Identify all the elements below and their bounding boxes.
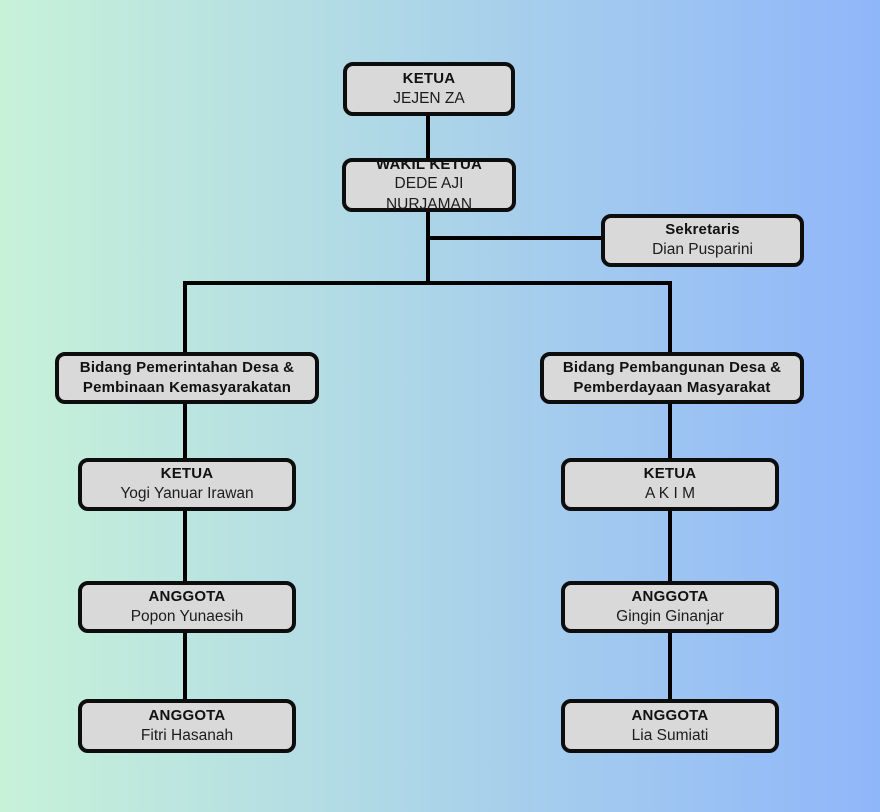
node-pemerintahan-anggota-1-title: ANGGOTA <box>148 587 226 605</box>
node-wakil-ketua-title: WAKIL KETUA <box>375 155 483 173</box>
node-sekretaris-name: Dian Pusparini <box>652 241 753 259</box>
connector-branch-split <box>183 281 672 285</box>
connector-left-ketua-anggota1 <box>183 507 187 585</box>
connector-sekretaris <box>428 236 603 240</box>
node-pembangunan-anggota-1-name: Gingin Ginanjar <box>616 607 724 625</box>
connector-left-anggota1-anggota2 <box>183 629 187 703</box>
node-ketua <box>343 62 515 116</box>
node-pembangunan-ketua <box>561 458 779 511</box>
node-bidang-pembangunan-line2: Pemberdayaan Masyarakat <box>573 379 771 396</box>
node-pemerintahan-ketua-name: Yogi Yanuar Irawan <box>120 485 254 503</box>
node-pemerintahan-anggota-1 <box>78 581 296 633</box>
node-pembangunan-anggota-1 <box>561 581 779 633</box>
node-pembangunan-anggota-1-title: ANGGOTA <box>631 587 709 605</box>
node-pemerintahan-anggota-2 <box>78 699 296 753</box>
node-pembangunan-anggota-2 <box>561 699 779 753</box>
connector-right-bidang-ketua <box>668 400 672 462</box>
node-bidang-pemerintahan-line1: Bidang Pemerintahan Desa & <box>79 359 295 377</box>
node-pembangunan-anggota-2-title: ANGGOTA <box>631 706 709 724</box>
connector-left-drop <box>183 283 187 356</box>
node-wakil-ketua <box>342 155 516 213</box>
node-bidang-pembangunan-line1: Bidang Pembangunan Desa & <box>562 359 782 377</box>
node-pemerintahan-ketua-title: KETUA <box>160 465 214 483</box>
node-sekretaris-title: Sekretaris <box>665 221 740 239</box>
connector-left-bidang-ketua <box>183 400 187 462</box>
connector-right-anggota1-anggota2 <box>668 629 672 703</box>
node-ketua-name: JEJEN ZA <box>393 89 465 107</box>
connector-wakil-split <box>426 208 430 285</box>
connector-right-drop <box>668 283 672 356</box>
node-pembangunan-ketua-name: A K I M <box>645 485 695 503</box>
node-bidang-pemerintahan-line2: Pembinaan Kemasyarakatan <box>82 379 292 396</box>
node-ketua-title: KETUA <box>402 69 456 87</box>
node-pemerintahan-anggota-2-title: ANGGOTA <box>148 706 226 724</box>
node-sekretaris <box>601 214 804 267</box>
node-pembangunan-ketua-title: KETUA <box>643 465 697 483</box>
node-bidang-pembangunan <box>540 352 804 404</box>
node-pemerintahan-anggota-2-name: Fitri Hasanah <box>140 726 234 744</box>
node-pemerintahan-ketua <box>78 458 296 511</box>
node-pemerintahan-anggota-1-name: Popon Yunaesih <box>130 607 244 625</box>
node-pembangunan-anggota-2-name: Lia Sumiati <box>631 726 709 744</box>
connector-right-ketua-anggota1 <box>668 507 672 585</box>
node-bidang-pemerintahan <box>55 352 319 404</box>
node-wakil-ketua-name: DEDE AJI NURJAMAN <box>385 175 473 213</box>
